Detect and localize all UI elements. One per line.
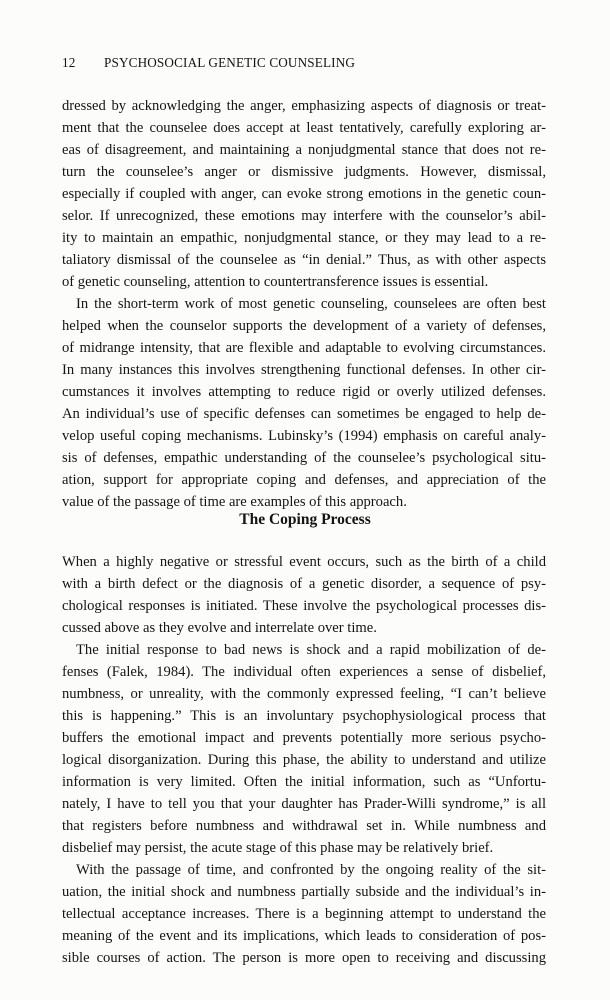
text-line: dressed by acknowledging the anger, emphasizing aspects of diagnosis or treat- [62, 98, 546, 114]
text-line: logical disorganization. During this phase, the ability to understand and utilize [62, 752, 546, 768]
running-head [62, 55, 355, 71]
text-line: this is happening.” This is an involuntary psychophysiological process that [62, 708, 546, 724]
text-line: velop useful coping mechanisms. Lubinsky’s (1994) emphasis on careful analy- [62, 428, 546, 444]
section-heading: The Coping Process [239, 511, 371, 528]
text-line: uation, the initial shock and numbness partially subside and the individual’s in- [62, 884, 546, 900]
running-title: PSYCHOSOCIAL GENETIC COUNSELING [104, 55, 356, 70]
text-line: value of the passage of time are examples of this approach. [62, 494, 407, 510]
text-line: With the passage of time, and confronted by the ongoing reality of the sit- [76, 862, 546, 878]
text-line: cussed above as they evolve and interrelate over time. [62, 620, 377, 636]
text-line: ment that the counselee does accept at least tentatively, carefully exploring ar- [62, 120, 546, 136]
text-line: with a birth defect or the diagnosis of a genetic disorder, a sequence of psy- [62, 576, 546, 592]
text-line: The initial response to bad news is shock and a rapid mobilization of de- [76, 642, 546, 658]
text-line: sis of defenses, empathic understanding of the counselee’s psychological situ- [62, 450, 546, 466]
text-line: sible courses of action. The person is more open to receiving and discussing [62, 950, 546, 966]
text-line: information is very limited. Often the initial information, such as “Unfortu- [62, 774, 546, 790]
text-line: helped when the counselor supports the development of a variety of defenses, [62, 318, 546, 334]
text-line: especially if coupled with anger, can evoke strong emotions in the genetic coun- [62, 186, 546, 202]
text-line: When a highly negative or stressful event occurs, such as the birth of a child [62, 554, 546, 570]
text-line: selor. If unrecognized, these emotions may interfere with the counselor’s abil- [62, 208, 546, 224]
text-line: turn the counselee’s anger or dismissive judgments. However, dismissal, [62, 164, 546, 180]
text-line: of midrange intensity, that are flexible and adaptable to evolving circumstances. [62, 340, 546, 356]
text-line: In many instances this involves strengthening functional defenses. In other cir- [62, 362, 546, 378]
text-line: disbelief may persist, the acute stage of this phase may be relatively brief. [62, 840, 494, 856]
text-line: chological responses is initiated. These involve the psychological processes dis- [62, 598, 546, 614]
text-line: tellectual acceptance increases. There is a beginning attempt to understand the [62, 906, 546, 922]
text-line: cumstances it involves attempting to reduce rigid or overly utilized defenses. [62, 384, 546, 400]
text-line: buffers the emotional impact and prevents potentially more serious psycho- [62, 730, 546, 746]
text-line: meaning of the event and its implications, which leads to consideration of pos- [62, 928, 546, 944]
text-line: that registers before numbness and withdrawal set in. While numbness and [62, 818, 546, 834]
text-line: numbness, or unreality, with the commonly expressed feeling, “I can’t believe [62, 686, 546, 702]
text-line: ity to maintain an empathic, nonjudgmental stance, or they may lead to a re- [62, 230, 546, 246]
text-line: of genetic counseling, attention to countertransference issues is essential. [62, 274, 489, 290]
text-line: eas of disagreement, and maintaining a nonjudgmental stance that does not re- [62, 142, 546, 158]
text-line: An individual’s use of specific defenses can sometimes be engaged to help de- [62, 406, 546, 422]
text-line: taliatory dismissal of the counselee as “in denial.” Thus, as with other aspects [62, 252, 546, 268]
page-number: 12 [62, 55, 76, 70]
text-line: In the short-term work of most genetic counseling, counselees are often best [76, 296, 546, 312]
text-line: nately, I have to tell you that your daughter has Prader-Willi syndrome,” is all [62, 796, 546, 812]
text-line: ation, support for appropriate coping and defenses, and appreciation of the [62, 472, 546, 488]
text-line: fenses (Falek, 1984). The individual often experiences a sense of disbelief, [62, 664, 546, 680]
